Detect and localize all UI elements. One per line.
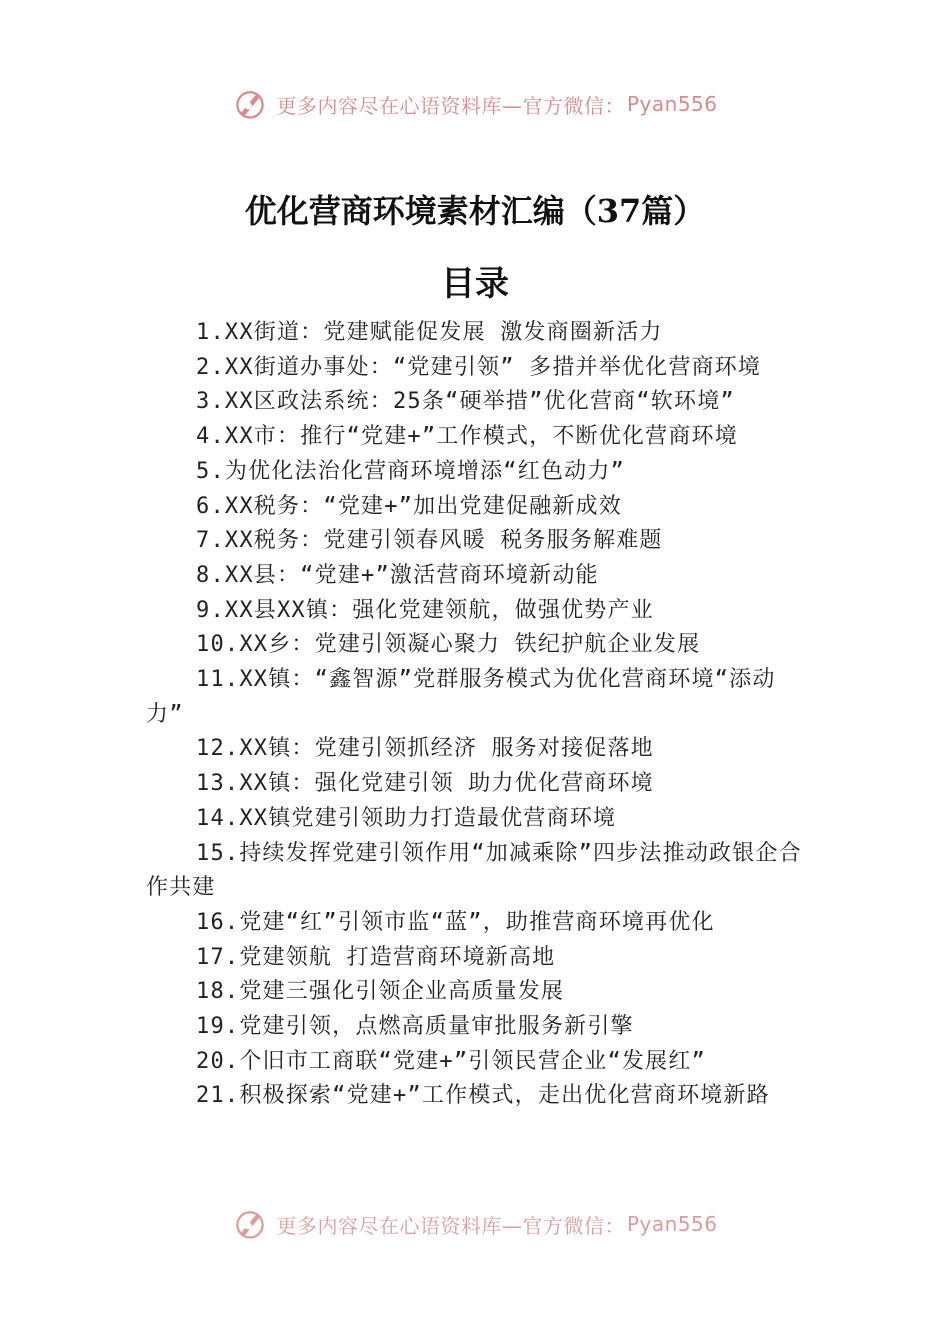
watermark-wechat: Pyan556 [626,92,718,116]
pen-logo-icon [232,86,268,122]
toc-item: 18.党建三强化引领企业高质量发展 [196,979,565,1005]
toc-item: 2.XX街道办事处：“党建引领” 多措并举优化营商环境 [196,354,762,380]
watermark-footer [0,1204,950,1244]
toc-item: 6.XX税务：“党建+”加出党建促融新成效 [196,493,622,519]
document-title: 优化营商环境素材汇编（37篇） [244,192,706,230]
toc-item: 15.持续发挥党建引领作用“加减乘除”四步法推动政银企合作共建 [146,840,802,901]
toc-item: 19.党建引领，点燃高质量审批服务新引擎 [196,1014,634,1040]
toc-item: 21.积极探索“党建+”工作模式，走出优化营商环境新路 [196,1083,770,1109]
toc-heading: 目录 [441,264,509,304]
toc-item: 12.XX镇：党建引领抓经济 服务对接促落地 [196,736,654,762]
toc-item: 16.党建“红”引领市监“蓝”，助推营商环境再优化 [196,909,715,935]
toc-item: 10.XX乡：党建引领凝心聚力 铁纪护航企业发展 [196,632,701,658]
toc-item: 1.XX街道：党建赋能促发展 激发商圈新活力 [196,320,663,345]
toc-item: 14.XX镇党建引领助力打造最优营商环境 [196,805,617,831]
toc-item: 13.XX镇：强化党建引领 助力优化营商环境 [196,771,654,797]
watermark-wechat: Pyan556 [626,1212,718,1236]
watermark-text: 更多内容尽在心语资料库—官方微信： [276,93,625,118]
toc-item: 17.党建领航 打造营商环境新高地 [196,944,556,970]
toc-item: 7.XX税务：党建引领春风暖 税务服务解难题 [196,528,663,554]
pen-logo-icon [232,1206,268,1242]
toc-item: 3.XX区政法系统：25条“硬举措”优化营商“软环境” [196,389,735,415]
watermark-text: 更多内容尽在心语资料库—官方微信： [276,1213,625,1238]
watermark-header [0,84,950,124]
toc-item: 8.XX县：“党建+”激活营商环境新动能 [196,562,599,588]
toc-list [146,316,808,1114]
toc-item: 9.XX县XX镇：强化党建领航，做强优势产业 [196,597,654,623]
toc-item: 4.XX市：推行“党建+”工作模式，不断优化营商环境 [196,424,738,450]
toc-item: 11.XX镇：“鑫智源”党群服务模式为优化营商环境“添动力” [146,667,776,727]
toc-item: 20.个旧市工商联“党建+”引领民营企业“发展红” [196,1048,706,1074]
toc-item: 5.为优化法治化营商环境增添“红色动力” [196,458,625,484]
